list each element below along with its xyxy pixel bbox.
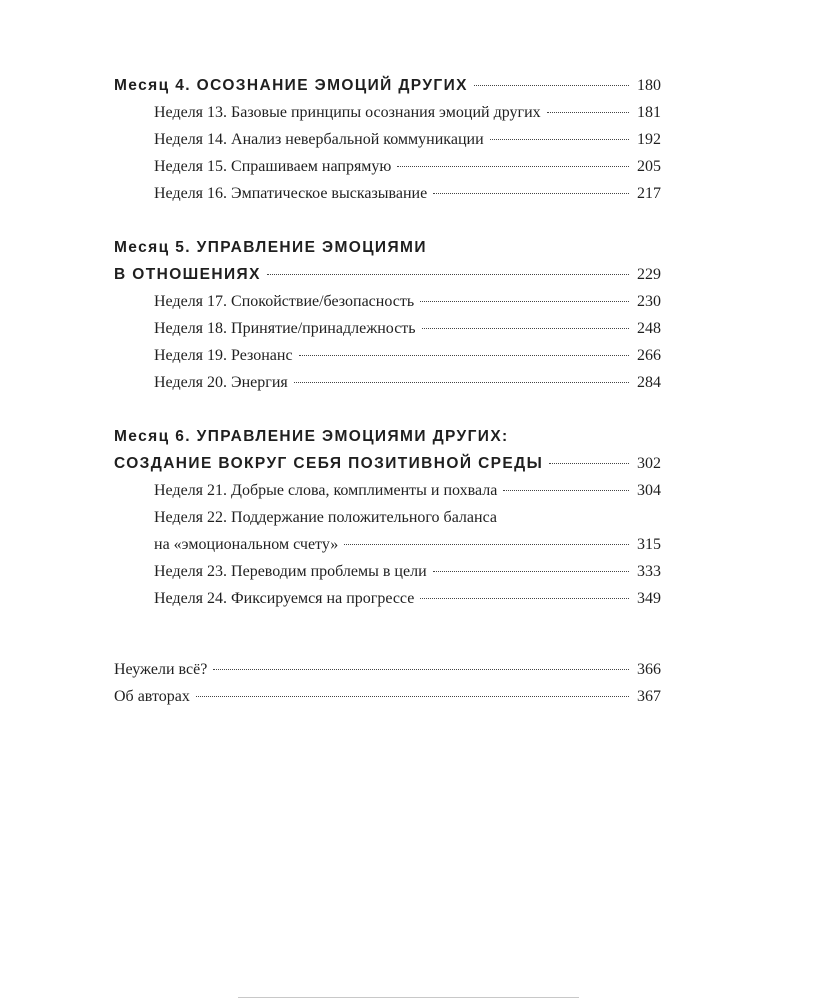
toc-entry-title: В ОТНОШЕНИЯХ <box>114 266 261 283</box>
toc-week-23[interactable] <box>114 558 661 585</box>
toc-page-number: 333 <box>637 563 661 580</box>
toc-page-number: 217 <box>637 185 661 202</box>
toc-week-17[interactable] <box>114 288 661 315</box>
toc-month-5-heading-line1[interactable] <box>114 234 661 261</box>
dot-leader <box>490 139 629 140</box>
toc-page-number: 367 <box>637 688 661 705</box>
toc-week-20[interactable] <box>114 369 661 396</box>
toc-week-22-line2[interactable] <box>114 531 661 558</box>
section-gap <box>114 396 661 423</box>
page-bottom-rule <box>238 997 579 998</box>
section-gap <box>114 639 661 656</box>
toc-page-number: 205 <box>637 158 661 175</box>
toc-entry-title: Месяц 6. УПРАВЛЕНИЕ ЭМОЦИЯМИ ДРУГИХ: <box>114 428 509 445</box>
toc-month-6-heading-line1[interactable] <box>114 423 661 450</box>
toc-entry-title: СОЗДАНИЕ ВОКРУГ СЕБЯ ПОЗИТИВНОЙ СРЕДЫ <box>114 455 544 472</box>
toc-entry-title: Неделя 19. Резонанс <box>154 347 293 364</box>
toc-entry-title: Месяц 5. УПРАВЛЕНИЕ ЭМОЦИЯМИ <box>114 239 427 256</box>
toc-week-18[interactable] <box>114 315 661 342</box>
dot-leader <box>549 463 629 464</box>
toc-page-number: 230 <box>637 293 661 310</box>
toc-entry-title: Неделя 23. Переводим проблемы в цели <box>154 563 427 580</box>
toc-entry-title: Неделя 20. Энергия <box>154 374 288 391</box>
toc-extra-about-authors[interactable] <box>114 683 661 710</box>
dot-leader <box>344 544 629 545</box>
toc-week-21[interactable] <box>114 477 661 504</box>
toc-entry-title: на «эмоциональном счету» <box>154 536 339 553</box>
toc-page-number: 229 <box>637 266 661 283</box>
dot-leader <box>422 328 629 329</box>
section-gap <box>114 207 661 234</box>
toc-page-number: 349 <box>637 590 661 607</box>
dot-leader <box>299 355 629 356</box>
dot-leader <box>420 301 629 302</box>
toc-page-number: 180 <box>637 77 661 94</box>
toc-page-number: 302 <box>637 455 661 472</box>
toc-page-number: 366 <box>637 661 661 678</box>
dot-leader <box>267 274 629 275</box>
dot-leader <box>433 571 629 572</box>
toc-week-16[interactable] <box>114 180 661 207</box>
toc-entry-title: Неделя 21. Добрые слова, комплименты и похвала <box>154 482 498 499</box>
toc-entry-title: Об авторах <box>114 688 190 705</box>
dot-leader <box>420 598 629 599</box>
section-gap <box>114 612 661 639</box>
dot-leader <box>547 112 629 113</box>
dot-leader <box>213 669 629 670</box>
toc-entry-title: Неделя 17. Спокойствие/безопасность <box>154 293 415 310</box>
toc-entry-title: Неделя 14. Анализ невербальной коммуникации <box>154 131 484 148</box>
toc-entry-title: Месяц 4. ОСОЗНАНИЕ ЭМОЦИЙ ДРУГИХ <box>114 77 468 94</box>
toc-week-13[interactable] <box>114 99 661 126</box>
dot-leader <box>294 382 629 383</box>
toc-page-number: 266 <box>637 347 661 364</box>
toc-entry-title: Неужели всё? <box>114 661 208 678</box>
dot-leader <box>503 490 629 491</box>
toc-month-6-heading-line2[interactable] <box>114 450 661 477</box>
toc-month-4-heading[interactable] <box>114 72 661 99</box>
toc-page-number: 248 <box>637 320 661 337</box>
dot-leader <box>397 166 629 167</box>
table-of-contents <box>114 72 661 710</box>
toc-page-number: 181 <box>637 104 661 121</box>
toc-page-number: 284 <box>637 374 661 391</box>
toc-month-5-heading-line2[interactable] <box>114 261 661 288</box>
toc-entry-title: Неделя 16. Эмпатическое высказывание <box>154 185 428 202</box>
toc-week-24[interactable] <box>114 585 661 612</box>
toc-week-14[interactable] <box>114 126 661 153</box>
toc-page-number: 304 <box>637 482 661 499</box>
toc-entry-title: Неделя 18. Принятие/принадлежность <box>154 320 416 337</box>
toc-entry-title: Неделя 24. Фиксируемся на прогрессе <box>154 590 415 607</box>
toc-entry-title: Неделя 15. Спрашиваем напрямую <box>154 158 392 175</box>
dot-leader <box>433 193 629 194</box>
dot-leader <box>474 85 629 86</box>
toc-week-15[interactable] <box>114 153 661 180</box>
toc-week-22-line1[interactable] <box>114 504 661 531</box>
toc-page-number: 192 <box>637 131 661 148</box>
toc-entry-title: Неделя 22. Поддержание положительного баланса <box>154 509 497 526</box>
dot-leader <box>196 696 629 697</box>
toc-page-number: 315 <box>637 536 661 553</box>
toc-entry-title: Неделя 13. Базовые принципы осознания эмоций других <box>154 104 541 121</box>
toc-extra-conclusion[interactable] <box>114 656 661 683</box>
toc-week-19[interactable] <box>114 342 661 369</box>
